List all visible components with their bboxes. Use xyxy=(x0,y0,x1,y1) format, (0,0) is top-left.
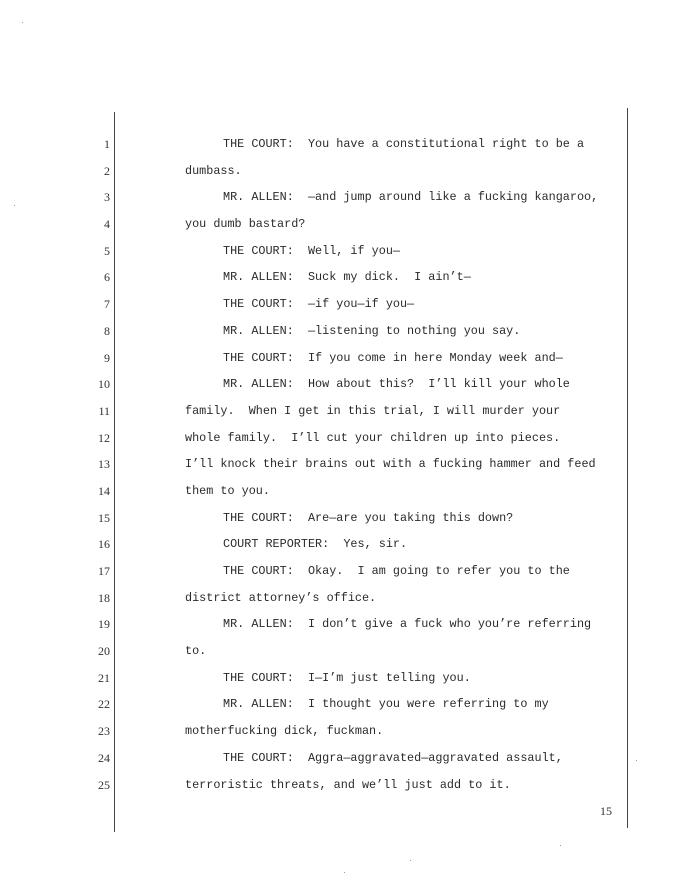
line-number: 23 xyxy=(98,724,110,739)
line-number: 1 xyxy=(104,137,110,151)
line-number: 25 xyxy=(98,777,110,792)
transcript-line: THE COURT: Are—are you taking this down? xyxy=(223,510,514,525)
left-margin-rule xyxy=(114,112,115,832)
transcript-line: motherfucking dick, fuckman. xyxy=(185,724,384,739)
transcript-line: THE COURT: Okay. I am going to refer you to the xyxy=(223,564,570,578)
transcript-line: COURT REPORTER: Yes, sir. xyxy=(223,537,408,552)
line-number: 16 xyxy=(98,537,110,552)
transcript-line: MR. ALLEN: Suck my dick. I ain’t— xyxy=(223,270,471,285)
right-margin-rule xyxy=(627,108,628,828)
page-number: 15 xyxy=(600,804,612,818)
line-number: 20 xyxy=(98,644,110,659)
scan-speck xyxy=(560,845,561,846)
line-number: 10 xyxy=(98,377,110,392)
transcript-line: district attorney’s office. xyxy=(185,590,377,605)
transcript-line: terroristic threats, and we’ll just add to it. xyxy=(185,777,511,792)
line-number: 15 xyxy=(98,510,110,525)
line-number: 5 xyxy=(104,243,110,258)
line-number: 8 xyxy=(104,323,110,338)
line-number: 21 xyxy=(98,670,110,685)
transcript-line: THE COURT: You have a constitutional right to be a xyxy=(223,137,585,151)
line-number: 22 xyxy=(98,697,110,712)
transcript-line: them to you. xyxy=(185,483,270,498)
transcript-line: THE COURT: I—I’m just telling you. xyxy=(223,670,471,685)
line-number: 7 xyxy=(104,297,110,312)
line-number: 4 xyxy=(104,217,110,232)
transcript-line: family. When I get in this trial, I will murder your xyxy=(185,403,561,418)
transcript-line: THE COURT: —if you—if you— xyxy=(223,297,415,312)
transcript-line: you dumb bastard? xyxy=(185,217,306,232)
line-number: 6 xyxy=(104,270,110,285)
transcript-text xyxy=(185,134,625,801)
transcript-line: MR. ALLEN: How about this? I’ll kill your whole xyxy=(223,377,570,392)
transcript-line: THE COURT: If you come in here Monday week and— xyxy=(223,350,563,365)
line-number: 13 xyxy=(98,457,110,472)
transcript-line: whole family. I’ll cut your children up into pieces. xyxy=(185,430,561,445)
line-number: 2 xyxy=(104,163,110,178)
transcript-line: MR. ALLEN: —listening to nothing you say. xyxy=(223,323,521,338)
line-number: 11 xyxy=(98,403,110,418)
line-number: 24 xyxy=(98,750,110,765)
transcript-line: MR. ALLEN: —and jump around like a fucking kangaroo, xyxy=(223,190,599,205)
line-number: 18 xyxy=(98,590,110,605)
line-number: 9 xyxy=(104,350,110,365)
scan-speck xyxy=(22,22,23,23)
transcript-line: THE COURT: Aggra—aggravated—aggravated assault, xyxy=(223,750,563,765)
transcript-line: to. xyxy=(185,644,207,659)
transcript-line: I’ll knock their brains out with a fucking hammer and feed xyxy=(185,457,596,472)
line-number: 14 xyxy=(98,483,110,498)
scan-speck xyxy=(344,872,345,873)
line-number: 17 xyxy=(98,564,110,578)
line-number: 3 xyxy=(104,190,110,205)
transcript-line: MR. ALLEN: I thought you were referring to my xyxy=(223,697,549,712)
scan-speck xyxy=(14,205,15,206)
line-number: 19 xyxy=(98,617,110,632)
transcript-line: MR. ALLEN: I don’t give a fuck who you’re referring xyxy=(223,617,592,632)
scan-speck xyxy=(410,860,411,861)
transcript-line: dumbass. xyxy=(185,163,242,178)
line-number-column xyxy=(88,134,110,801)
scan-speck xyxy=(636,760,637,761)
transcript-line: THE COURT: Well, if you— xyxy=(223,243,400,258)
line-number: 12 xyxy=(98,430,110,445)
